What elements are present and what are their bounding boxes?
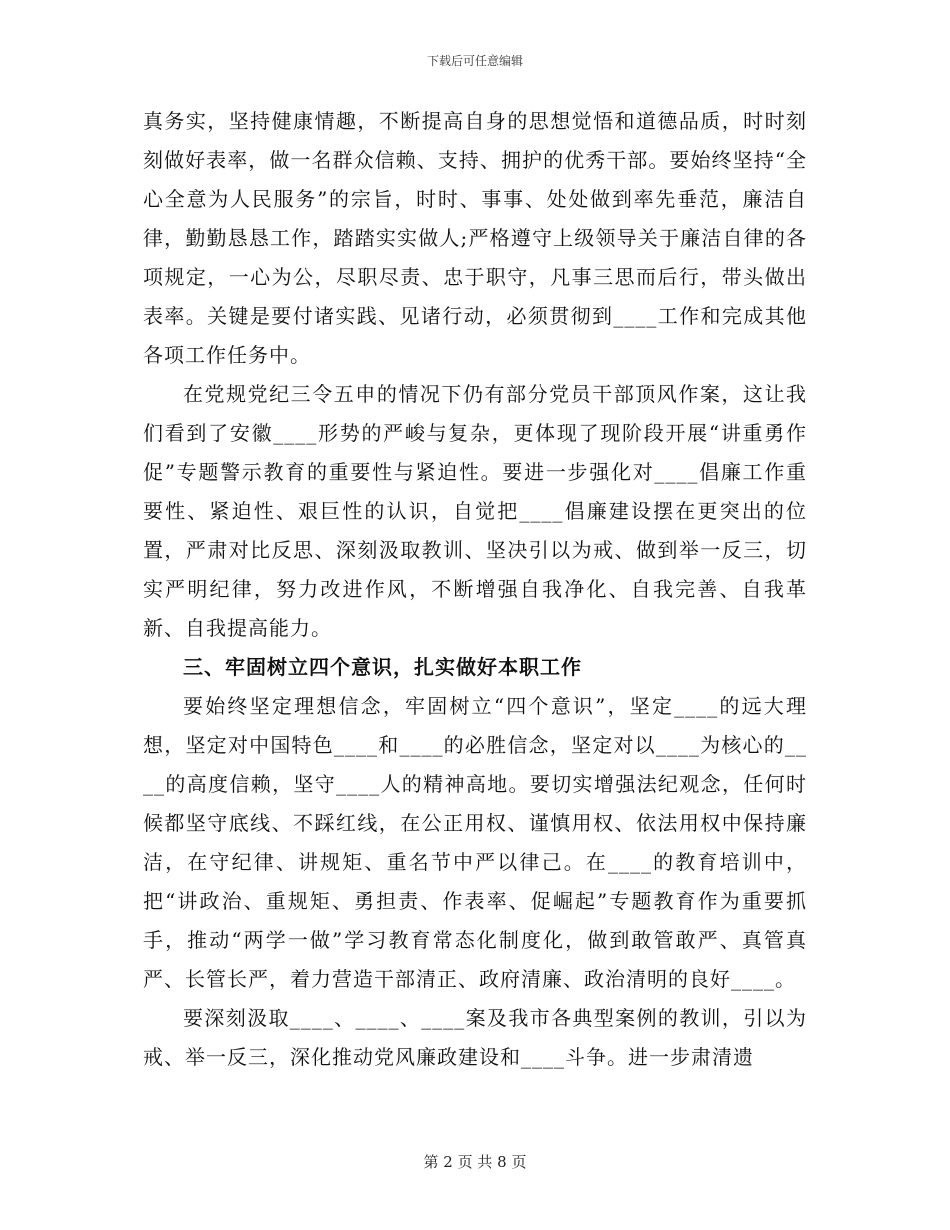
section-heading: 三、牢固树立四个意识，扎实做好本职工作: [183, 655, 582, 679]
paragraph-four-consciousness: 要始终坚定理想信念，牢固树立“四个意识”，坚定____的远大理想，坚定对中国特色____和____的必胜信念，坚定对以____为核心的____的高度信赖，坚守____人的精神高地。要切实增强法纪观念，任何时候都坚守底线、不踩红线，在公正用权、谨慎用权、依法用权中保持廉洁，在守纪律、讲规矩、重名节中严以律己。在____的教育培训中，把“讲政治、重规矩、勇担责、作表率、促崛起”专题教育作为重要抓手，推动“两学一做”学习教育常态化制度化，做到敢管敢严、真管真严、长管长严，着力营造干部清正、政府清廉、政治清明的良好____。: [143, 694, 807, 991]
page-header-note: 下载后可任意编辑: [426, 54, 523, 68]
page-number: 第 2 页 共 8 页: [423, 1153, 527, 1171]
paragraph-warning-education: 在党规党纪三令五申的情况下仍有部分党员干部顶风作案，这让我们看到了安徽____形势的严峻与复杂，更体现了现阶段开展“讲重勇作促”专题警示教育的重要性与紧迫性。要进一步强化对____倡廉工作重要性、紧迫性、艰巨性的认识，自觉把____倡廉建设摆在更突出的位置，严肃对比反思、深刻汲取教训、坚决引以为戒、做到举一反三，切实严明纪律，努力改进作风，不断增强自我净化、自我完善、自我革新、自我提高能力。: [143, 382, 807, 640]
paragraph-continuation: 真务实，坚持健康情趣，不断提高自身的思想觉悟和道德品质，时时刻刻做好表率，做一名群众信赖、支持、拥护的优秀干部。要始终坚持“全心全意为人民服务”的宗旨，时时、事事、处处做到率先垂范，廉洁自律，勤勤恳恳工作，踏踏实实做人;严格遵守上级领导关于廉洁自律的各项规定，一心为公，尽职尽责、忠于职守，凡事三思而后行，带头做出表率。关键是要付诸实践、见诸行动，必须贯彻到____工作和完成其他各项工作任务中。: [143, 109, 807, 367]
document-body: [143, 102, 807, 1077]
paragraph-lessons: 要深刻汲取____、____、____案及我市各典型案例的教训，引以为戒、举一反三，深化推动党风廉政建设和____斗争。进一步肃清遗: [143, 1006, 807, 1069]
